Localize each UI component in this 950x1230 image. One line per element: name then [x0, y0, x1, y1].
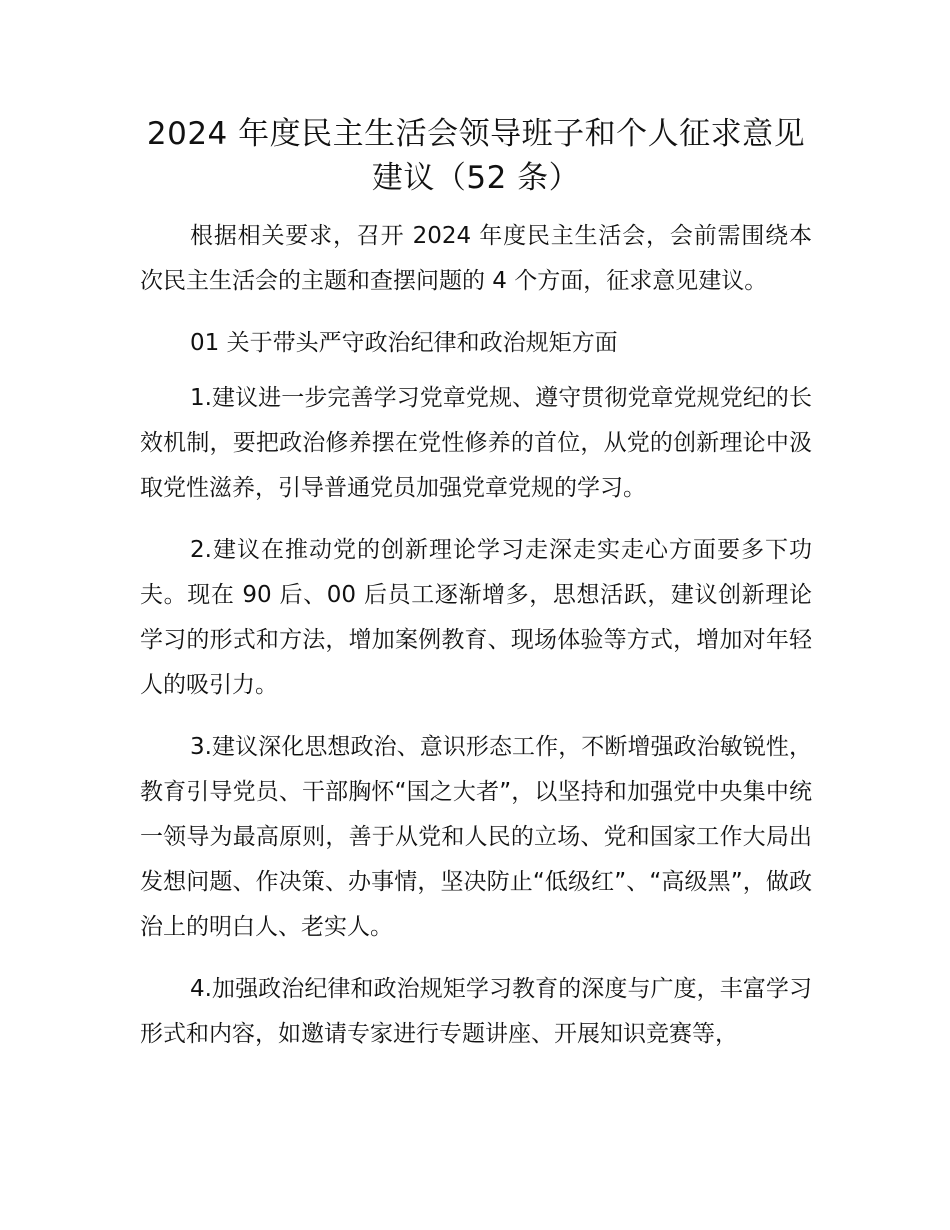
- suggestion-item-1: 1.建议进一步完善学习党章党规、遵守贯彻党章党规党纪的长效机制，要把政治修养摆在党性修养的首位，从党的创新理论中汲取党性滋养，引导普通党员加强党章党规的学习。: [140, 385, 812, 501]
- suggestion-item-2: 2.建议在推动党的创新理论学习走深走实走心方面要多下功夫。现在 90 后、00 后员工逐渐增多，思想活跃，建议创新理论学习的形式和方法，增加案例教育、现场体验等方式，增加对年轻人的吸引力。: [140, 537, 812, 698]
- section-heading: 01 关于带头严守政治纪律和政治规矩方面: [190, 330, 618, 356]
- document-page: [140, 112, 812, 1074]
- suggestion-item-3: 3.建议深化思想政治、意识形态工作，不断增强政治敏锐性，教育引导党员、干部胸怀“国之大者”，以坚持和加强党中央集中统一领导为最高原则，善于从党和人民的立场、党和国家工作大局出发想问题、作决策、办事情，坚决防止“低级红”、“高级黑”，做政治上的明白人、老实人。: [140, 734, 812, 940]
- intro-paragraph: 根据相关要求，召开 2024 年度民主生活会，会前需围绕本次民主生活会的主题和查摆问题的 4 个方面，征求意见建议。: [140, 223, 812, 294]
- document-title: 2024 年度民主生活会领导班子和个人征求意见建议（52 条）: [146, 116, 806, 196]
- suggestion-item-4: 4.加强政治纪律和政治规矩学习教育的深度与广度，丰富学习形式和内容，如邀请专家进行专题讲座、开展知识竞赛等，: [140, 976, 812, 1047]
